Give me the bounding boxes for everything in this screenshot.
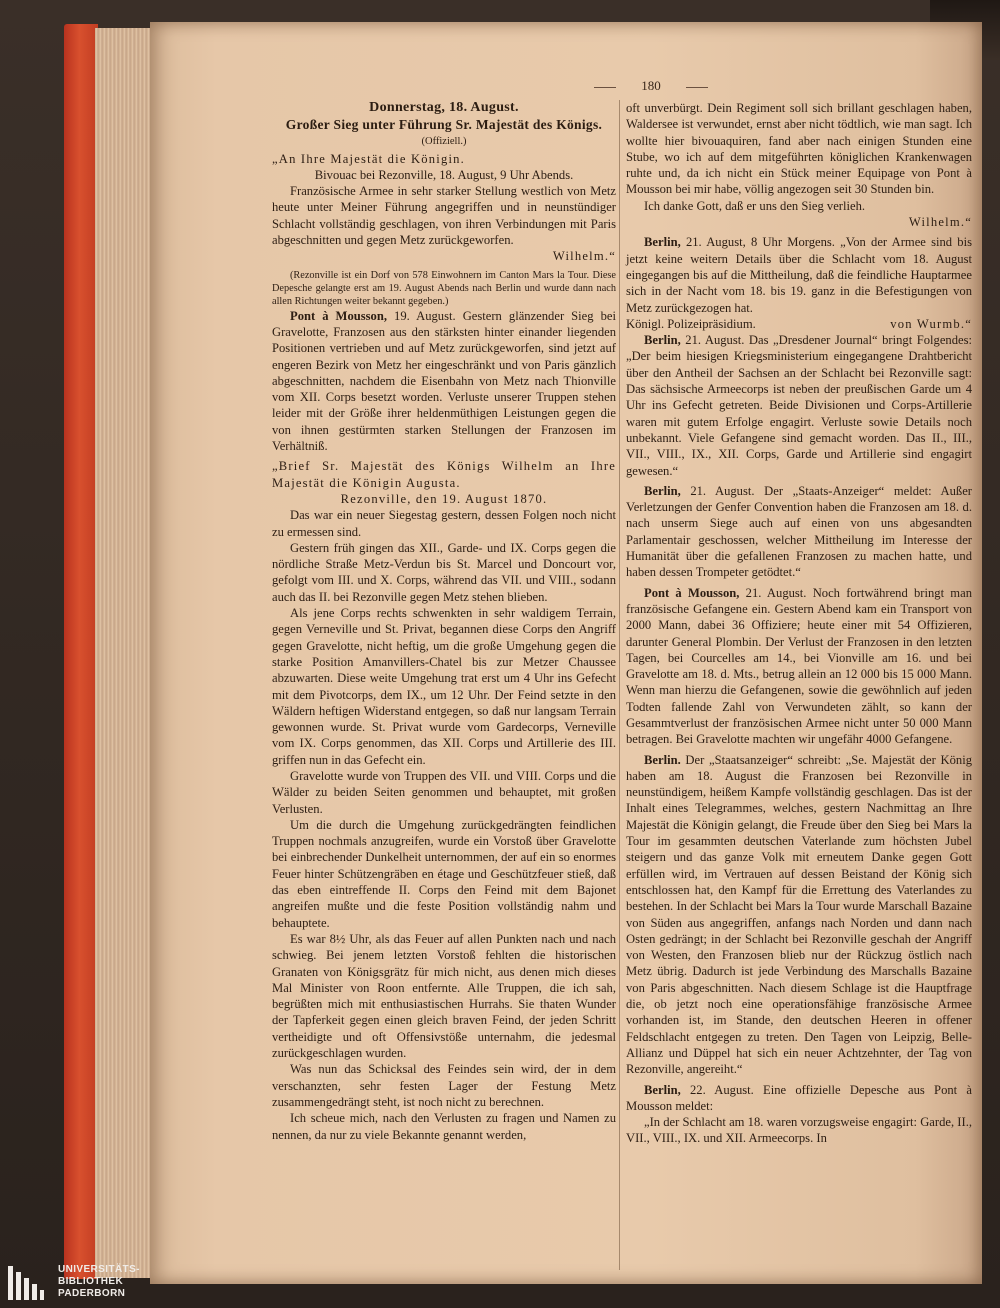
- right-column: [626, 100, 972, 1147]
- letter-paragraph: Das war ein neuer Siegestag gestern, dessen Folgen noch nicht zu ermessen sind.: [272, 508, 616, 539]
- letter-thanks: Ich danke Gott, daß er uns den Sieg verlieh.: [644, 198, 866, 213]
- article-title: Großer Sieg unter Führung Sr. Majestät des Königs.: [285, 117, 603, 133]
- telegram-body: Französische Armee in sehr starker Stellung westlich von Metz heute unter Meiner Führung angegriffen und in neunstündiger Schlacht vollständig geschlagen, von ihren Verbindungen mit Paris abgeschnitten und gegen Metz zurückgeworfen.: [272, 184, 616, 248]
- logo-line: UNIVERSITÄTS-: [58, 1264, 140, 1275]
- berlin-report-5: [626, 1082, 972, 1115]
- letter-paragraph: Um die durch die Umgehung zurückgedrängten feindlichen Truppen nochmals anzugreifen, wurde ein Vorstoß über Gravelotte bei einbrechender Dunkelheit unternommen, der auf ein so enormes Feuer hinter Schützengräben en étage und Geschützfeuer stieß, daß das eben eintreffende II. Corps den Feind mit dem Bajonet angreifen mußte und die feste Position vollständig nahm und behauptete.: [272, 817, 616, 930]
- telegram-signature: Wilhelm.“: [552, 249, 616, 264]
- library-logo: [6, 1256, 156, 1304]
- report-signoff: [626, 316, 972, 332]
- place-name: Pont à Mousson,: [644, 585, 740, 600]
- berlin-report-2: [626, 332, 972, 479]
- dispatch-quote: „In der Schlacht am 18. waren vorzugsweise engagirt: Garde, II., VII., VIII., IX. und XII. Armeecorps. In: [626, 1115, 972, 1146]
- pont-report-2: [626, 585, 972, 748]
- editorial-note: (Rezonville ist ein Dorf von 578 Einwohnern im Canton Mars la Tour. Diese Depesche gelangte erst am 19. August Abends nach Berlin und wurde dann nach allen Richtungen weiter bekannt gegeben.): [272, 269, 616, 307]
- berlin-report-4: [626, 752, 972, 1078]
- letter-signature: Wilhelm.“: [908, 215, 972, 230]
- report-text: 21. August. Noch fortwährend bringt man französische Gefangene ein. Gestern Abend kam ein Transport von 2000 Mann, dabei 36 Offiziere; heute einer mit 54 Offizieren, darunter General Plombin. Der Verlust der Franzosen in den letzten Tagen, bei Courcelles am 14., bei Vionville am 16. und bei Gravelotte am 18. d. Mts., betrug allein an 12 000 bis 15 000 Mann. Wenn man hierzu die Gefangenen, sowie die gewöhnlich auf jeden Todten fallende Zahl von Verwundeten zählt, so kann der Gesammtverlust der französischen Armee nicht unter 50 000 Mann betragen. Bei Gravelotte machten wir ungefähr 4000 Gefangene.: [626, 585, 972, 747]
- place-name: Berlin,: [644, 483, 681, 498]
- letter-continuation: oft unverbürgt. Dein Regiment soll sich brillant geschlagen haben, Waldersee ist verwundet, ernst aber nicht tödtlich, wie man sagt. Ich wollte hier bivouaquiren, fand aber nach einigen Stunden eine Stube, wo ich auf dem mitgeführten königlichen Krankenwagen ruhte und, da ich nicht ein Stück meiner Equipage von Pont à Mousson bei mir habe, völlig angezogen seit 30 Stunden bin.: [626, 101, 972, 197]
- report-text: Der „Staatsanzeiger“ schreibt: „Se. Majestät der König haben am 18. August die Franzosen bei Rezonville in neunstündigem, heißem Kampfe vollständig geschlagen. Das ist der Inhalt eines Telegrammes, welches, gestern Nachmittag an Ihre Majestät die Königin gelangt, die Freude über den Sieg bei Mars la Tour im gesammten deutschen Vaterlande zum höchsten Jubel steigern und das ganze Volk mit erneutem Danke gegen Gott erfüllen wird, im Vertrauen auf dessen Beistand der König sich entschlossen hat, den Kampf für die Errettung des Vaterlandes zu bestehen. In der Schlacht bei Mars la Tour wurde Marschall Bazaine von Süden aus angegriffen, anfangs nach Norden und dann nach Osten gedrängt; in der Schlacht bei Rezonville geschah der Angriff von Westen, den Franzosen blieb nur der Rückzug östlich nach Metz übrig. Dadurch ist jede Verbindung des Marschalls Bazaine von Paris abgeschnitten. Nach diesem Schlage ist die Hauptfrage die, ob jetzt noch eine operationsfähige französische Armee vorhanden ist, im Stande, den deutschen Heeren in offener Feldschlacht entgegen zu treten. Den Tagen von Leipzig, Belle-Allianz und Düppel hat sich ein neuer Achtzehnter, der Tag von Rezonville, angereiht.“: [626, 752, 972, 1077]
- letter-paragraph: Ich scheue mich, nach den Verlusten zu fragen und Namen zu nennen, da nur zu viele Bekannte genannt werden,: [272, 1111, 616, 1142]
- berlin-report-3: [626, 483, 972, 581]
- letter-paragraph: Was nun das Schicksal des Feindes sein wird, der in dem verschanzten, sehr festen Lager der Festung Metz zusammengedrängt steht, ist noch nicht zu berechnen.: [272, 1062, 616, 1109]
- left-column: [272, 100, 616, 1143]
- article-subtitle: (Offiziell.): [421, 136, 467, 148]
- signoff-office: Königl. Polizeipräsidium.: [626, 316, 756, 331]
- letter-dateline: Rezonville, den 19. August 1870.: [340, 491, 548, 506]
- book-cover-edge: [64, 24, 98, 1279]
- letter-heading: „Brief Sr. Majestät des Königs Wilhelm an Ihre Majestät die Königin Augusta.: [272, 459, 616, 490]
- logo-line: BIBLIOTHEK: [58, 1276, 124, 1287]
- pont-report: [272, 308, 616, 455]
- page-number: 180: [596, 78, 706, 94]
- report-text: 21. August. Der „Staats-Anzeiger“ meldet: Außer Verletzungen der Genfer Convention haben die Franzosen am 18. d. nach unserm Siege auch auf einen von uns abgesandten Parlamentair geschossen, welcher Mittheilung im Interesse der Humanität über die gefallenen Franzosen zu machen hatte, und haben dessen Trompeter getödtet.“: [626, 483, 972, 580]
- report-text: 21. August, 8 Uhr Morgens. „Von der Armee sind bis jetzt keine weitern Details über die Schlacht vom 18. August eingegangen bis auf die Mittheilung, daß die feindliche Hauptarmee sich in der Nacht vom 18. bis 19. ganz in die Befestigungen von Metz zurückgezogen hat.: [626, 235, 972, 315]
- letter-paragraph: Gravelotte wurde von Truppen des VII. und VIII. Corps und die Wälder zu beiden Seiten genommen und behauptet, mit großen Verlusten.: [272, 768, 616, 816]
- telegram-salutation: „An Ihre Majestät die Königin.: [272, 151, 466, 166]
- letter-paragraph: Gestern früh gingen das XII., Garde- und IX. Corps gegen die nördliche Straße Metz-Verdun bis St. Marcel und Doncourt vor, gefolgt vom III. und X. Corps, während das VII. und VIII., sodann auch das II. bei Rezonville gegen Metz stehen blieben.: [272, 540, 616, 604]
- place-name: Berlin.: [644, 752, 681, 767]
- report-text: 22. August. Eine offizielle Depesche aus Pont à Mousson meldet:: [626, 1082, 972, 1113]
- column-divider: [619, 100, 620, 1270]
- letter-paragraph: Es war 8½ Uhr, als das Feuer auf allen Punkten nach und nach schwieg. Bei jenem letzten Vorstoß fehlten die historischen Granaten von Königsgrätz für mich nicht, aus denen mich dieses Mal Minister von Roon entfernte. Alle Truppen, die ich sah, begrüßten mich mit enthusiastischen Hurrahs. Sie thaten Wunder der Tapferkeit gegen einen gleich braven Feind, der jeden Schritt vertheidigte und oft Offensivstöße unternahm, die jedesmal zurückgeschlagen wurden.: [272, 931, 616, 1061]
- library-logo-text: [58, 1264, 140, 1300]
- place-name: Berlin,: [644, 235, 681, 250]
- logo-line: PADERBORN: [58, 1288, 126, 1299]
- page-block-edges: [95, 28, 155, 1278]
- place-name: Berlin,: [644, 333, 681, 348]
- report-text: 21. August. Das „Dresdener Journal“ bringt Folgendes: „Der beim hiesigen Kriegsministerium eingegangene Drahtbericht über den Antheil der Sachsen an der Schlacht bei Rezonville sagt: Das sächsische Armeecorps ist neben der preußischen Garde um 4 Uhr ins Gefecht getreten. Beide Divisionen und Corps-Artillerie waren mit gutem Erfolge engagirt. Verluste sowie Details noch unbekannt. Viele Gefangene sind gemacht worden. Das II., III., VII., VIII., IX., XII. Corps, Garde und Artillerie sind engagirt gewesen.“: [626, 333, 972, 478]
- berlin-report-1: [626, 234, 972, 315]
- library-logo-icon: [6, 1262, 46, 1302]
- place-name: Berlin,: [644, 1082, 681, 1097]
- report-text: 19. August. Gestern glänzender Sieg bei Gravelotte, Franzosen aus den stärksten hinter einander liegenden Positionen vertrieben und auf Metz zurückgeworfen, sind jetzt auf engeren Bezirk von Metz her eingeschränkt und von Paris gänzlich abgeschnitten, nachdem die Eisenbahn von Metz nach Thionville vom XII. Corps besetzt worden. Verluste unserer Truppen stehen leider mit der Größe ihrer heldenmüthigen Leistungen gegen die von ihnen gestürmten starken Stellungen der Franzosen im Verhältniß.: [272, 308, 616, 454]
- place-name: Pont à Mousson,: [290, 308, 387, 323]
- signoff-name: von Wurmb.“: [890, 316, 972, 331]
- day-heading: Donnerstag, 18. August.: [369, 100, 519, 115]
- letter-paragraph: Als jene Corps rechts schwenkten in sehr waldigem Terrain, gegen Verneville und St. Privat, begannen diese Corps den Angriff gegen Gravelotte, nicht heftig, um die große Umgehung gegen die starke Position Amanvillers-Chatel bis zur Metzer Chaussee abzuwarten. Diese weite Umgehung trat erst um 4 Uhr ins Gefecht mit dem Pivotcorps, dem IX., um 12 Uhr. Der Feind setzte in den Wäldern heftigen Widerstand entgegen, so daß nur langsam Terrain gewonnen wurde. St. Privat wurde vom Gardecorps, Verneville vom IX. Corps genommen, das XII. Corps und Artillerie des III. griffen nun in das Gefecht ein.: [272, 606, 616, 767]
- telegram-dateline: Bivouac bei Rezonville, 18. August, 9 Uhr Abends.: [314, 167, 574, 182]
